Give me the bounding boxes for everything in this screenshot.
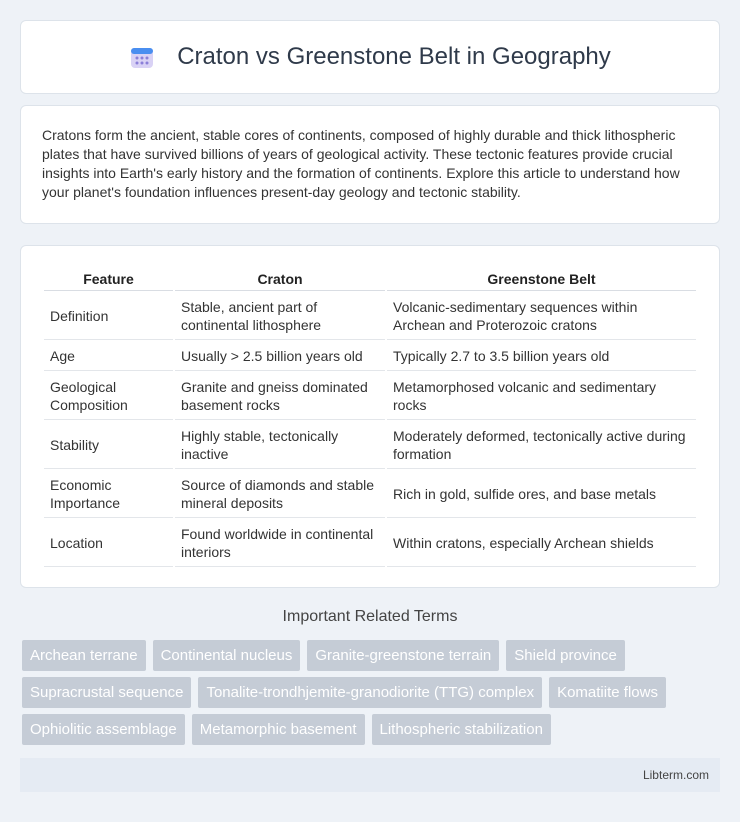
table-cell: Moderately deformed, tectonically active during formation [387, 422, 696, 469]
table-cell: Geological Composition [44, 373, 173, 420]
related-term-tag[interactable]: Continental nucleus [153, 640, 301, 671]
table-cell: Typically 2.7 to 3.5 billion years old [387, 342, 696, 371]
table-cell: Age [44, 342, 173, 371]
table-cell: Granite and gneiss dominated basement rocks [175, 373, 385, 420]
comparison-table [42, 266, 698, 569]
table-cell: Economic Importance [44, 471, 173, 518]
table-cell: Found worldwide in continental interiors [175, 520, 385, 567]
related-term-tag[interactable]: Ophiolitic assemblage [22, 714, 185, 745]
column-header-greenstone-belt: Greenstone Belt [387, 268, 696, 291]
related-term-tag[interactable]: Granite-greenstone terrain [307, 640, 499, 671]
table-row [44, 373, 696, 420]
title-card [20, 20, 720, 94]
table-cell: Within cratons, especially Archean shields [387, 520, 696, 567]
table-header-row [44, 268, 696, 291]
page-title: Craton vs Greenstone Belt in Geography [177, 43, 611, 70]
related-terms-title: Important Related Terms [282, 608, 458, 625]
related-term-tag[interactable]: Shield province [506, 640, 625, 671]
related-term-tag[interactable]: Lithospheric stabilization [372, 714, 551, 745]
table-cell: Rich in gold, sulfide ores, and base metals [387, 471, 696, 518]
related-term-tag[interactable]: Komatiite flows [549, 677, 666, 708]
footer-site-link[interactable]: Libterm.com [642, 768, 709, 782]
table-row [44, 422, 696, 469]
table-cell: Highly stable, tectonically inactive [175, 422, 385, 469]
related-term-tag[interactable]: Archean terrane [22, 640, 146, 671]
column-header-feature: Feature [44, 268, 173, 291]
footer [20, 758, 720, 792]
table-cell: Source of diamonds and stable mineral deposits [175, 471, 385, 518]
calendar-icon [129, 44, 155, 70]
table-cell: Volcanic-sedimentary sequences within Archean and Proterozoic cratons [387, 293, 696, 340]
table-row [44, 293, 696, 340]
table-cell: Location [44, 520, 173, 567]
table-row [44, 520, 696, 567]
table-cell: Stable, ancient part of continental lithosphere [175, 293, 385, 340]
table-row [44, 471, 696, 518]
intro-card [20, 105, 720, 224]
table-cell: Metamorphosed volcanic and sedimentary rocks [387, 373, 696, 420]
intro-text: Cratons form the ancient, stable cores of continents, composed of highly durable and thick lithospheric plates that have survived billions of years of geological activity. These tectonic features provide crucial insights into Earth's early history and the formation of continents. Explore this article to understand how your planet's foundation influences present-day geology and tectonic stability. [42, 127, 680, 200]
related-terms-list [22, 640, 722, 751]
table-cell: Definition [44, 293, 173, 340]
column-header-craton: Craton [175, 268, 385, 291]
comparison-table-card [20, 245, 720, 588]
table-cell: Stability [44, 422, 173, 469]
related-term-tag[interactable]: Supracrustal sequence [22, 677, 191, 708]
table-cell: Usually > 2.5 billion years old [175, 342, 385, 371]
related-term-tag[interactable]: Tonalite-trondhjemite-granodiorite (TTG) complex [198, 677, 542, 708]
table-row [44, 342, 696, 371]
related-term-tag[interactable]: Metamorphic basement [192, 714, 365, 745]
